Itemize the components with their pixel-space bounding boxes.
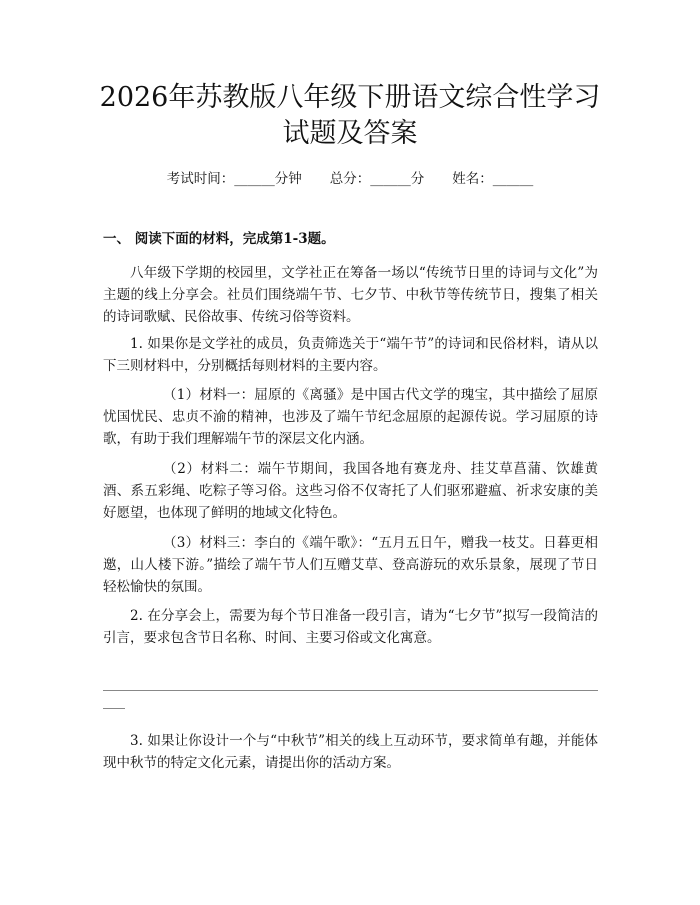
exam-meta <box>0 170 700 188</box>
question-2: 2. 在分享会上，需要为每个节日准备一段引言，请为“七夕节”拟写一段简洁的引言，要求包含节日名称、时间、主要习俗或文化寓意。 <box>103 608 598 646</box>
material-1: （1）材料一：屈原的《离骚》是中国古代文学的瑰宝，其中描绘了屈原忧国忧民、忠贞不渝的精神，也涉及了端午节纪念屈原的起源传说。学习屈原的诗歌，有助于我们理解端午节的深层文化内涵。 <box>103 387 598 447</box>
intro-paragraph: 八年级下学期的校园里，文学社正在筹备一场以“传统节日里的诗词与文化”为主题的线上分享会。社员们围绕端午节、七夕节、中秋节等传统节日，搜集了相关的诗词歌赋、民俗故事、传统习俗等资料。 <box>103 265 598 325</box>
answer-line-continuation[interactable] <box>103 708 125 709</box>
document-title: 2026年苏教版八年级下册语文综合性学习试题及答案 <box>99 82 601 149</box>
material-3: （3）材料三：李白的《端午歌》：“五月五日午，赠我一枝艾。日暮更相邀，山人楼下游。”描绘了端午节人们互赠艾草、登高游玩的欢乐景象，展现了节日轻松愉快的氛围。 <box>103 535 598 595</box>
exam-time-label: 考试时间：______分钟 <box>166 171 302 187</box>
question-1: 1. 如果你是文学社的成员，负责筛选关于“端午节”的诗词和民俗材料，请从以下三则材料中，分别概括每则材料的主要内容。 <box>103 336 598 374</box>
answer-line[interactable] <box>103 690 598 691</box>
material-2: （2）材料二：端午节期间，我国各地有赛龙舟、挂艾草菖蒲、饮雄黄酒、系五彩绳、吃粽子等习俗。这些习俗不仅寄托了人们驱邪避瘟、祈求安康的美好愿望，也体现了鲜明的地域文化特色。 <box>103 461 598 521</box>
name-label: 姓名：______ <box>452 171 534 187</box>
question-3: 3. 如果让你设计一个与“中秋节”相关的线上互动环节，要求简单有趣，并能体现中秋节的特定文化元素，请提出你的活动方案。 <box>103 733 598 771</box>
total-score-label: 总分：______分 <box>329 171 425 187</box>
section-heading: 一、 阅读下面的材料，完成第1-3题。 <box>103 231 335 247</box>
